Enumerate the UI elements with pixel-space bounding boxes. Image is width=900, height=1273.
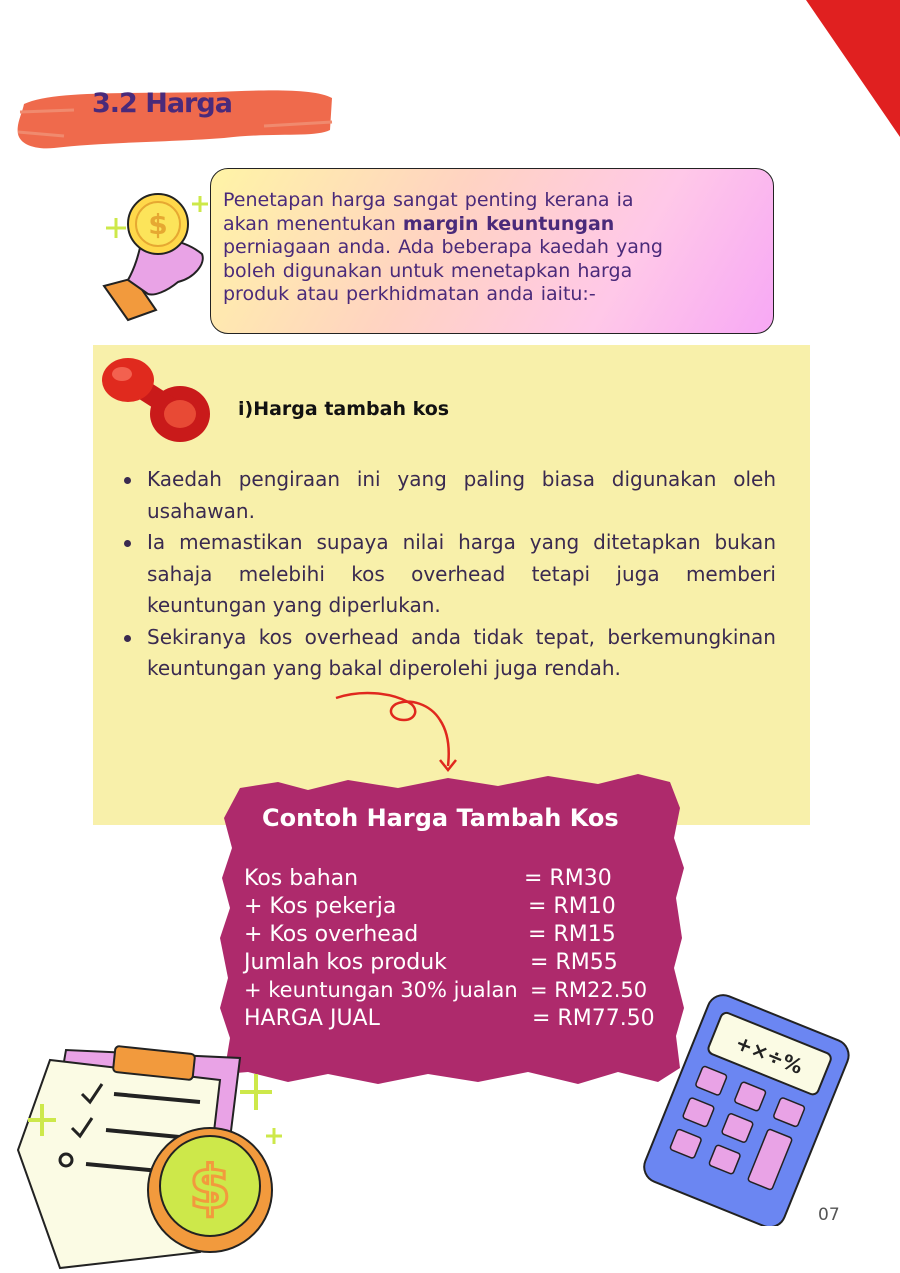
calculator-icon bbox=[634, 994, 864, 1226]
svg-text:$: $ bbox=[189, 1153, 231, 1223]
bullet-item: Kaedah pengiraan ini yang paling biasa digunakan oleh usahawan. bbox=[120, 464, 776, 527]
bullet-item: Ia memastikan supaya nilai harga yang ditetapkan bukan sahaja melebihi kos overhead tetapi juga memberi keuntungan yang diperlukan. bbox=[120, 527, 776, 622]
calc-row-keuntungan bbox=[244, 978, 656, 1006]
calc-row-jumlah-kos bbox=[244, 950, 624, 978]
calc-row-kos-pekerja bbox=[244, 894, 624, 922]
calc-value: = RM22.50 bbox=[530, 978, 648, 1002]
calc-label: Kos bahan bbox=[244, 866, 359, 891]
calc-value: = RM10 bbox=[528, 894, 616, 919]
calc-label: + Kos pekerja bbox=[244, 894, 397, 919]
checklist-coin-icon bbox=[10, 1040, 310, 1273]
method-bullet-list bbox=[120, 464, 776, 685]
intro-paragraph: Penetapan harga sangat penting kerana ia akan menentukan margin keuntungan perniagaan anda. Ada beberapa kaedah yang boleh digunakan untuk menetapkan harga produk atau perkhidmatan anda iaitu:- bbox=[223, 189, 663, 306]
calc-value: = RM30 bbox=[524, 866, 612, 891]
section-heading: 3.2 Harga bbox=[92, 88, 232, 119]
calc-label: Jumlah kos produk bbox=[244, 950, 447, 975]
calc-value: = RM55 bbox=[530, 950, 618, 975]
push-pin-icon bbox=[98, 348, 218, 458]
method-title: i)Harga tambah kos bbox=[238, 398, 450, 420]
svg-text:$: $ bbox=[148, 208, 168, 241]
calc-label: HARGA JUAL bbox=[244, 1006, 380, 1031]
calc-row-kos-overhead bbox=[244, 922, 624, 950]
intro-callout bbox=[210, 168, 774, 334]
page-number: 07 bbox=[818, 1205, 840, 1225]
calc-label: + Kos overhead bbox=[244, 922, 419, 947]
svg-text:+×÷%: +×÷% bbox=[732, 1030, 807, 1079]
calc-value: = RM77.50 bbox=[532, 1006, 655, 1031]
calc-row-kos-bahan bbox=[244, 866, 624, 894]
hand-coin-icon bbox=[98, 182, 210, 322]
curly-arrow-icon bbox=[330, 680, 470, 776]
calc-label: + keuntungan 30% jualan bbox=[244, 978, 518, 1002]
calc-value: = RM15 bbox=[528, 922, 616, 947]
intro-emphasis: margin keuntungan bbox=[402, 212, 615, 235]
example-title: Contoh Harga Tambah Kos bbox=[262, 804, 619, 832]
bullet-item: Sekiranya kos overhead anda tidak tepat, berkemungkinan keuntungan yang bakal diperolehi juga rendah. bbox=[120, 622, 776, 685]
calc-row-harga-jual bbox=[244, 1006, 658, 1034]
